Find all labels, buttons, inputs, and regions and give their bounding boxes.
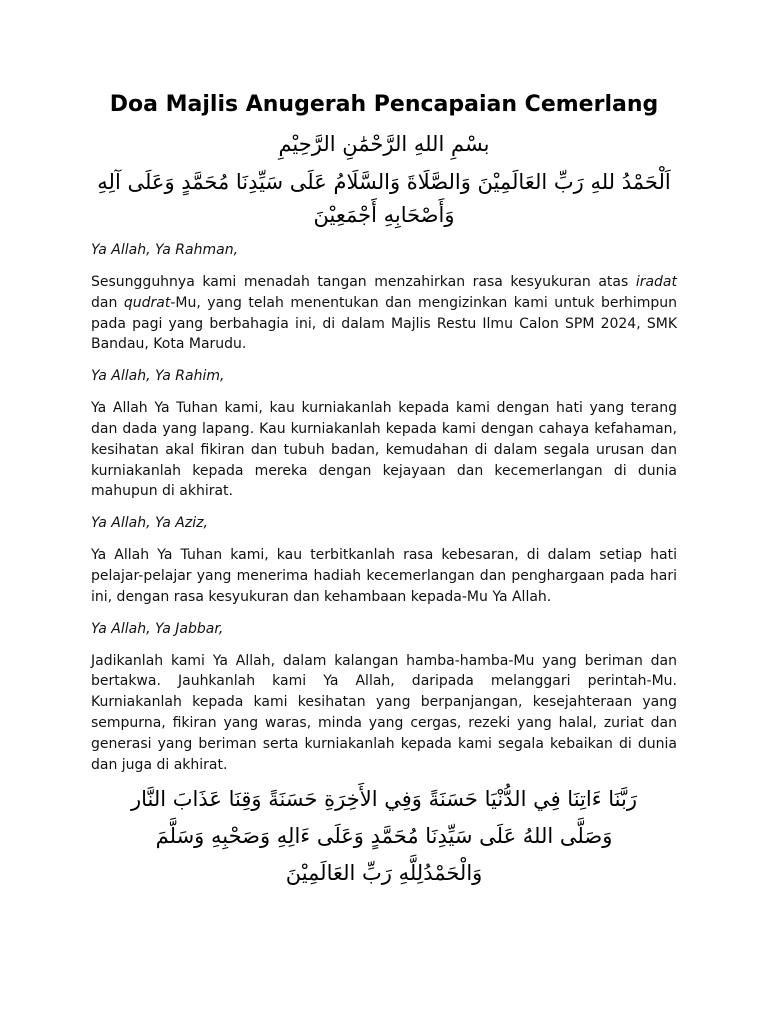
paragraph-1-qudrat: qudrat bbox=[123, 294, 171, 311]
salutation-aziz: Ya Allah, Ya Aziz, bbox=[91, 515, 208, 532]
paragraph-1-start: Sesungguhnya kami menadah tangan menzahirkan rasa kesyukuran atas bbox=[91, 274, 636, 290]
salutation-jabbar: Ya Allah, Ya Jabbar, bbox=[91, 620, 224, 637]
paragraph-4: Jadikanlah kami Ya Allah, dalam kalangan hamba-hamba-Mu yang beriman dan bertakwa. Jauhkanlah kami Ya Allah, daripada melanggari perintah-Mu. Kurniakanlah kepada kami kesihatan yang berpanjangan, kesejahteraan yang sempurna, fikiran yang waras, minda yang cergas, rezeki yang halal, zuriat dan generasi yang beriman serta kurniakanlah kepada kami segala kebaikan di dunia dan juga di akhirat. bbox=[91, 652, 677, 773]
closing-arabic-line-1: رَبَّنَا ءَاتِنَا فِي الدُّنْيَا حَسَنَةً وَفِي الأَخِرَةِ حَسَنَةً وَقِنَا عَذَابَ النَّار bbox=[130, 787, 637, 812]
paragraph-1 bbox=[91, 272, 677, 355]
paragraph-1-mid: dan bbox=[91, 294, 124, 311]
salutation-rahim: Ya Allah, Ya Rahim, bbox=[91, 368, 225, 385]
paragraph-1-end: -Mu, yang telah menentukan dan mengizinkan kami untuk berhimpun pada pagi yang berbahagia ini, di dalam Majlis Restu Ilmu Calon SPM 2024, SMK Bandau, Kota Marudu. bbox=[91, 294, 677, 353]
salutation-rahman: Ya Allah, Ya Rahman, bbox=[91, 242, 239, 258]
closing-arabic-line-3: وَالْحَمْدُلِلَّهِ رَبِّ العَالَمِيْنَ bbox=[285, 861, 483, 886]
paragraph-3: Ya Allah Ya Tuhan kami, kau terbitkanlah rasa kebesaran, di dalam setiap hati pelajar-pelajar yang menerima hadiah kecemerlangan dan penghargaan pada hari ini, dengan rasa kesyukuran dan kehambaan kepada-Mu Ya Allah. bbox=[91, 547, 677, 605]
opening-arabic-text: اَلْحَمْدُ للهِ رَبِّ العَالَمِيْنَ وَالصَّلَاةَ وَالسَّلَامُ عَلَى سَيِّدِنَا مُحَمَّدٍ وَعَلَى آلِهِ وَأَصْحَابِهِ أَجْمَعِيْنَ bbox=[97, 170, 671, 227]
paragraph-1-iradat: iradat bbox=[635, 274, 677, 290]
closing-arabic-line-2: وَصَلَّى اللهُ عَلَى سَيِّدِنَا مُحَمَّدٍ وَعَلَى ءَالِهِ وَصَحْبِهِ وَسَلَّمَ bbox=[155, 824, 613, 849]
document-title: Doa Majlis Anugerah Pencapaian Cemerlang bbox=[109, 92, 659, 117]
paragraph-2: Ya Allah Ya Tuhan kami, kau kurniakanlah kepada kami dengan hati yang terang dan dada yang lapang. Kau kurniakanlah kepada kami dengan cahaya kefahaman, kesihatan akal fikiran dan tubuh badan, kemudahan di dalam segala urusan dan kurniakanlah kepada mereka dengan kejayaan dan kecemerlangan di dunia mahupun di akhirat. bbox=[91, 400, 677, 500]
bismillah-text: بسْمِ اللهِ الرَّحْمَٰنِ الرَّحِيْمِ bbox=[278, 132, 490, 156]
